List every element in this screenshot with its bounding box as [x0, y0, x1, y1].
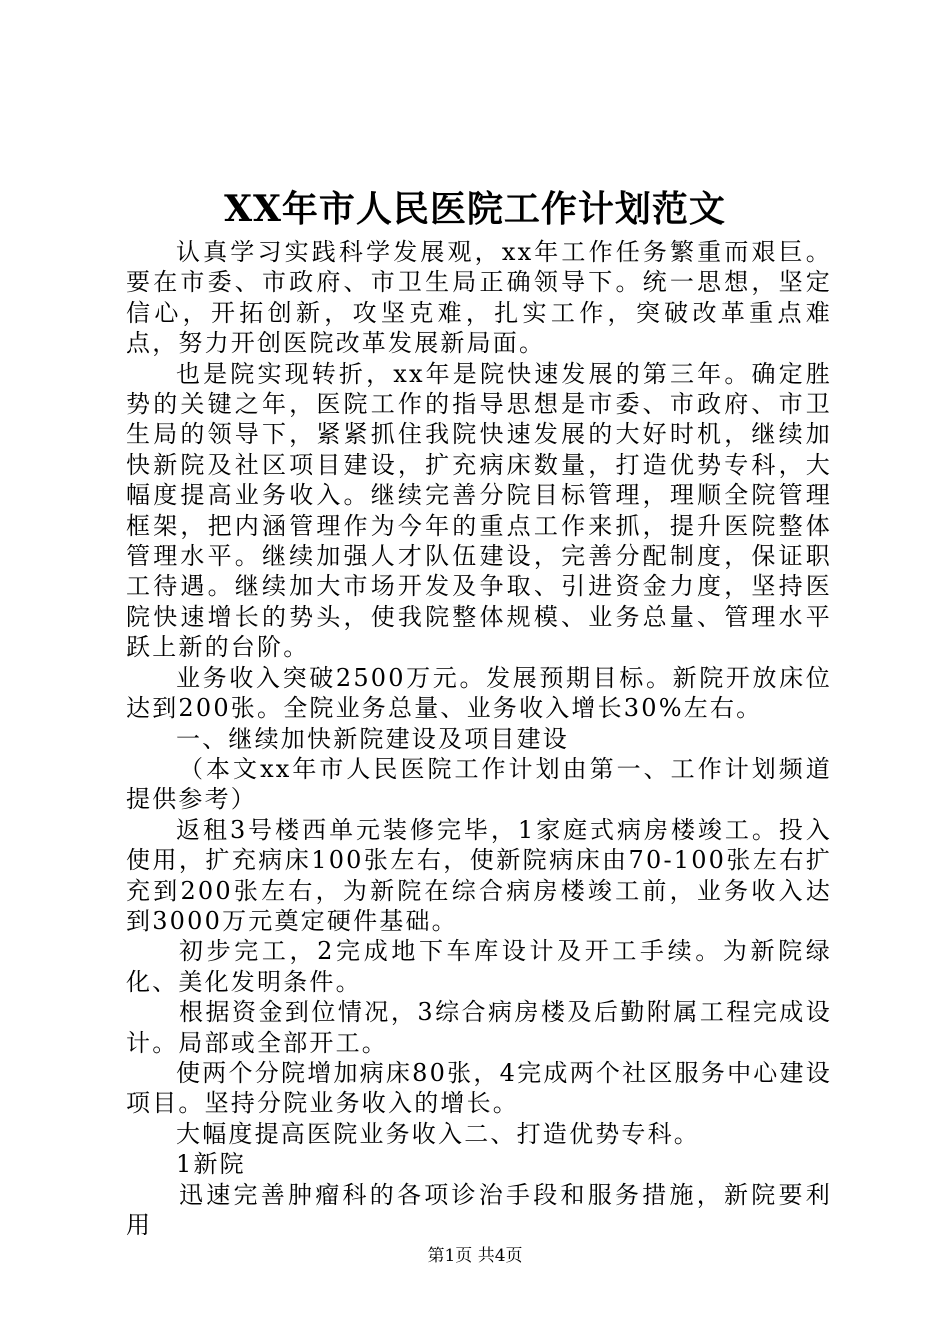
section-heading-1: 一、继续加快新院建设及项目建设	[176, 724, 569, 753]
paragraph-item-1: 返租3号楼西单元装修完毕，1家庭式病房楼竣工。投入使用，扩充病床100张左右，使新院病床由70-100张左右扩充到200张左右，为新院在综合病房楼竣工前，业务收入达到3000万元奠定硬件基础。	[126, 815, 832, 935]
paragraph-item-4: 使两个分院增加病床80张，4完成两个社区服务中心建设项目。坚持分院业务收入的增长。	[126, 1058, 832, 1118]
page-footer: 第1页 共4页	[427, 1246, 523, 1266]
paragraph-intro: 认真学习实践科学发展观，xx年工作任务繁重而艰巨。要在市委、市政府、市卫生局正确领导下。统一思想，坚定信心，开拓创新，攻坚克难，扎实工作，突破改革重点难点，努力开创医院改革发展新局面。	[126, 238, 832, 358]
paragraph-item-3: 根据资金到位情况，3综合病房楼及后勤附属工程完成设计。局部或全部开工。	[126, 998, 832, 1057]
section-heading-2: 大幅度提高医院业务收入二、打造优势专科。	[176, 1119, 700, 1148]
document-body	[126, 237, 832, 1240]
paragraph-source-note: （本文xx年市人民医院工作计划由第一、工作计划频道提供参考）	[126, 754, 832, 814]
paragraph-item-2: 初步完工，2完成地下车库设计及开工手续。为新院绿化、美化发明条件。	[126, 937, 832, 996]
paragraph-guiding-thought: 也是院实现转折，xx年是院快速发展的第三年。确定胜势的关键之年，医院工作的指导思想是市委、市政府、市卫生局的领导下，紧紧抓住我院快速发展的大好时机，继续加快新院及社区项目建设，扩充病床数量，打造优势专科，大幅度提高业务收入。继续完善分院目标管理，理顺全院管理框架，把内涵管理作为今年的重点工作来抓，提升医院整体管理水平。继续加强人才队伍建设，完善分配制度，保证职工待遇。继续加大市场开发及争取、引进资金力度，坚持医院快速增长的势头，使我院整体规模、业务总量、管理水平跃上新的台阶。	[126, 359, 832, 662]
document-title: XX年市人民医院工作计划范文	[224, 188, 726, 230]
paragraph-targets: 业务收入突破2500万元。发展预期目标。新院开放床位达到200张。全院业务总量、业务收入增长30%左右。	[126, 663, 832, 723]
paragraph-oncology: 迅速完善肿瘤科的各项诊治手段和服务措施，新院要利用	[126, 1180, 832, 1239]
subheading-new-hospital: 1新院	[176, 1150, 246, 1179]
